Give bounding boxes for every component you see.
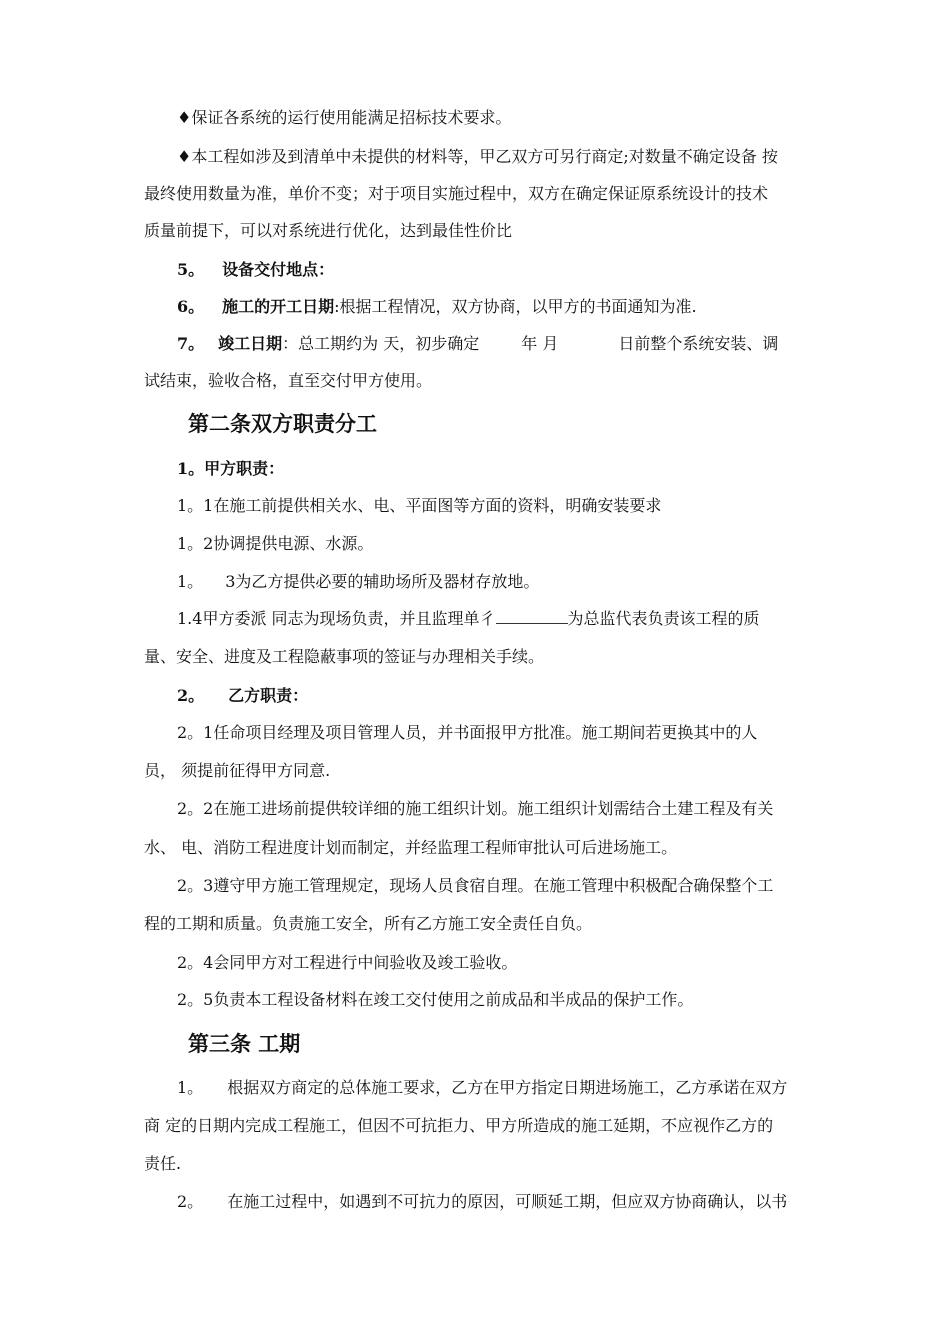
- item-number: 2。: [177, 1192, 204, 1211]
- paragraph-line: [177, 1191, 857, 1213]
- item-7: [177, 333, 857, 355]
- paragraph-line: 2。1任命项目经理及项目管理人员，并书面报甲方批准。施工期间若更换其中的人: [177, 723, 758, 742]
- item-number: 7。: [177, 334, 205, 353]
- paragraph-line: 2。4会同甲方对工程进行中间验收及竣工验收。: [177, 953, 518, 972]
- paragraph-line: 1。2协调提供电源、水源。: [177, 534, 374, 553]
- paragraph-line: [177, 571, 857, 593]
- paragraph-line: 1。1在施工前提供相关水、电、平面图等方面的资料，明确安装要求: [177, 496, 662, 515]
- item-text: 日前整个系统安装、调: [618, 334, 779, 353]
- subsection-heading: [177, 685, 857, 707]
- item-label: 竣工日期: [218, 334, 283, 353]
- item-number: 1。: [177, 572, 204, 591]
- subsection-heading: 1。甲方职责：: [177, 459, 285, 478]
- item-text: 为总监代表负责该工程的质: [567, 609, 760, 628]
- fill-blank: [496, 609, 568, 624]
- item-label: 乙方职责：: [228, 686, 309, 705]
- paragraph-line: 量、安全、进度及工程隐蔽事项的签证与办理相关手续。: [144, 647, 545, 666]
- item-number: 5。: [177, 260, 205, 279]
- section-heading-2: 第二条双方职责分工: [188, 411, 377, 436]
- item-text: 年 月: [521, 334, 559, 353]
- paragraph-line: 试结束，验收合格，直至交付甲方使用。: [144, 371, 433, 390]
- item-text: 3为乙方提供必要的辅助场所及器材存放地。: [225, 572, 540, 591]
- item-text: :根据工程情况，双方协商，以甲方的书面通知为准.: [334, 297, 697, 316]
- paragraph-line: 最终使用数量为准，单价不变；对于项目实施过程中，双方在确定保证原系统设计的技术: [144, 184, 769, 203]
- item-5: [177, 259, 857, 281]
- item-number: 2。: [177, 686, 205, 705]
- paragraph-line: 2。2在施工进场前提供较详细的施工组织计划。施工组织计划需结合土建工程及有关: [177, 799, 774, 818]
- paragraph-line: 质量前提下，可以对系统进行优化，达到最佳性价比: [144, 221, 513, 240]
- item-label: 设备交付地点：: [222, 260, 335, 279]
- item-text: ：总工期约为 天，初步确定: [282, 334, 480, 353]
- paragraph-line: [177, 1077, 857, 1099]
- item-label: 施工的开工日期: [222, 297, 335, 316]
- section-heading-3: 第三条 工期: [188, 1031, 301, 1056]
- item-number: 1。: [177, 1078, 204, 1097]
- item-text: 在施工过程中，如遇到不可抗力的原因，可顺延工期，但应双方协商确认，以书: [227, 1192, 788, 1211]
- item-6: [177, 296, 857, 318]
- paragraph-line: 水、 电、消防工程进度计划而制定，并经监理工程师审批认可后进场施工。: [144, 838, 678, 857]
- paragraph-line: [177, 608, 857, 630]
- item-text: 根据双方商定的总体施工要求，乙方在甲方指定日期进场施工，乙方承诺在双方: [227, 1078, 788, 1097]
- paragraph-line: 商 定的日期内完成工程施工，但因不可抗拒力、甲方所造成的施工延期，不应视作乙方的: [144, 1116, 774, 1135]
- item-number: 6。: [177, 297, 205, 316]
- paragraph-line: 员， 须提前征得甲方同意.: [144, 761, 331, 780]
- paragraph-line: 2。5负责本工程设备材料在竣工交付使用之前成品和半成品的保护工作。: [177, 990, 694, 1009]
- bullet-line-2: ♦本工程如涉及到清单中未提供的材料等，甲乙双方可另行商定;对数量不确定设备 按: [177, 147, 778, 166]
- paragraph-line: 2。3遵守甲方施工管理规定，现场人员食宿自理。在施工管理中积极配合确保整个工: [177, 876, 774, 895]
- paragraph-line: 程的工期和质量。负责施工安全，所有乙方施工安全责任自负。: [144, 914, 593, 933]
- item-text: 1.4甲方委派 同志为现场负责，并且监理单彳: [177, 609, 496, 628]
- paragraph-line: 责任.: [144, 1154, 182, 1173]
- bullet-line-1: ♦保证各系统的运行使用能满足招标技术要求。: [177, 108, 512, 127]
